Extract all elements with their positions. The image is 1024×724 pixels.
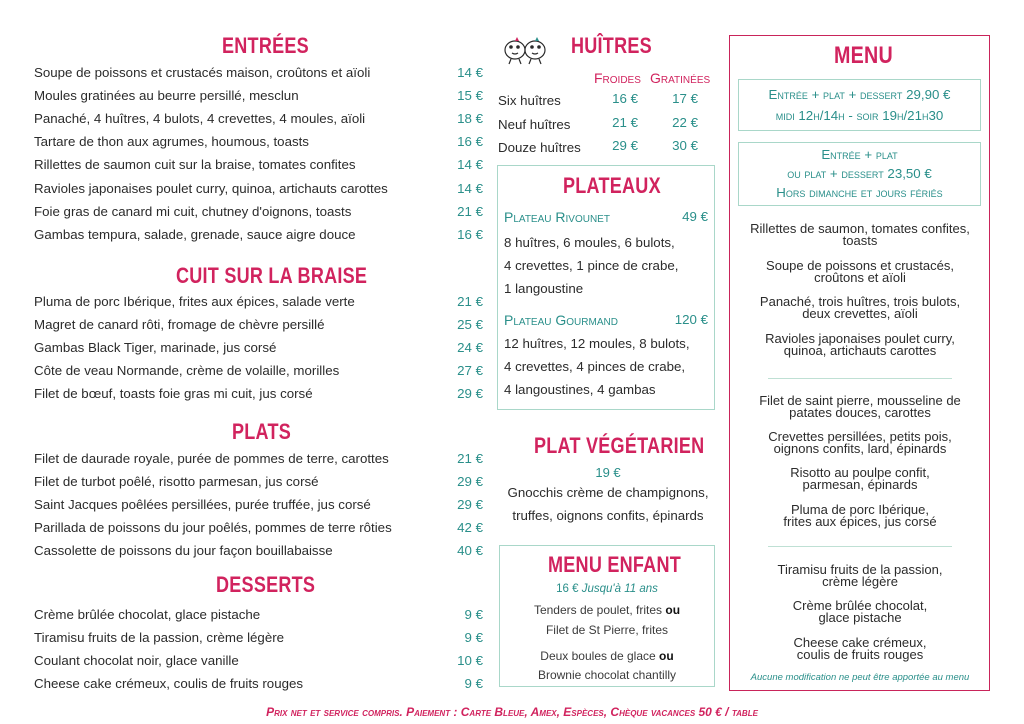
- braise-item-name: Côte de veau Normande, crème de volaille, morilles: [34, 363, 340, 379]
- plateau-line: 4 langoustines, 4 gambas: [504, 382, 656, 397]
- menu-entrees-line: Ravioles japonaises poulet curry,: [765, 331, 955, 346]
- enfant-price-line: [499, 583, 715, 595]
- plats-item-name: Saint Jacques poêlées persillées, purée truffée, jus corsé: [34, 497, 371, 513]
- entrees-item-price: 14 €: [457, 65, 483, 80]
- menu-desserts-line: Tiramisu fruits de la passion,: [777, 562, 943, 577]
- huitres-title: HUÎTRES: [571, 33, 652, 58]
- braise-item-price: 21 €: [457, 294, 483, 309]
- plateau-line: 8 huîtres, 6 moules, 6 bulots,: [504, 235, 675, 250]
- braise-item-price: 27 €: [457, 363, 483, 379]
- vegetarien-title: PLAT VÉGÉTARIEN: [534, 433, 705, 458]
- braise-title: CUIT SUR LA BRAISE: [176, 263, 368, 288]
- plats-item-name: Filet de turbot poêlé, risotto parmesan, jus corsé: [34, 474, 319, 490]
- menu-entrees-line: croûtons et aïoli: [814, 270, 906, 285]
- braise-item-name: Magret de canard rôti, fromage de chèvre persillé: [34, 317, 325, 333]
- menu-separator-2: [768, 546, 952, 547]
- plats-item-name: Cassolette de poissons du jour façon bouillabaisse: [34, 543, 333, 559]
- vegetarien-price: 19 €: [595, 465, 621, 480]
- menu-plats-line: Crevettes persillées, petits pois,: [768, 429, 952, 444]
- menu-plats-line: Pluma de porc Ibérique,: [790, 502, 930, 517]
- huitres-row-gratinees: 17 €: [672, 91, 698, 106]
- desserts-item-price: 10 €: [457, 653, 483, 669]
- entrees-item-price: 14 €: [457, 180, 483, 196]
- desserts-item-name: Crème brûlée chocolat, glace pistache: [34, 607, 261, 622]
- huitres-row-name: Six huîtres: [498, 93, 561, 108]
- menu-entrees-line: Panaché, trois huîtres, trois bulots,: [759, 294, 961, 309]
- braise-item-name: Filet de bœuf, toasts foie gras mi cuit, jus corsé: [34, 386, 313, 402]
- menu-entrees-line: Soupe de poissons et crustacés,: [766, 258, 954, 273]
- rivounet-price: 49 €: [682, 209, 708, 224]
- rivounet-name: Plateau Rivounet: [504, 209, 610, 225]
- menu-entrees-line: toasts: [842, 233, 878, 248]
- entrees-item-price: 18 €: [457, 111, 483, 127]
- plats-item-name: Filet de daurade royale, purée de pommes de terre, carottes: [34, 451, 389, 466]
- menu-plats-line: frites aux épices, jus corsé: [783, 514, 937, 529]
- plats-item-name: Parillada de poissons du jour poêlés, pommes de terre rôties: [34, 520, 392, 536]
- enfant-line-4: Brownie chocolat chantilly: [537, 668, 677, 682]
- formula-2-line-3: Hors dimanche et jours fériés: [776, 185, 943, 200]
- huitres-row-gratinees: 22 €: [672, 114, 698, 130]
- braise-item-price: 24 €: [457, 340, 483, 356]
- enfant-line-3: [499, 649, 715, 663]
- plateaux-title: PLATEAUX: [563, 173, 661, 198]
- plateau-line: 12 huîtres, 12 moules, 8 bulots,: [504, 336, 690, 351]
- menu-desserts-line: glace pistache: [818, 610, 902, 625]
- enfant-line-1-text: Tenders de poulet, frites: [533, 603, 663, 617]
- entrees-item-name: Soupe de poissons et crustacés maison, croûtons et aïoli: [34, 65, 371, 80]
- menu-plats-line: parmesan, épinards: [802, 477, 918, 492]
- enfant-ou-1: ou: [665, 603, 681, 617]
- entrees-item-name: Gambas tempura, salade, grenade, sauce aigre douce: [34, 226, 356, 242]
- menu-desserts-line: Crème brûlée chocolat,: [792, 598, 928, 613]
- plats-title: PLATS: [232, 419, 292, 444]
- enfant-ou-2: ou: [659, 649, 674, 663]
- vegetarien-line-2: truffes, oignons confits, épinards: [512, 508, 704, 523]
- entrees-item-price: 16 €: [457, 226, 483, 242]
- entrees-item-name: Tartare de thon aux agrumes, houmous, toasts: [34, 134, 309, 150]
- plats-item-price: 21 €: [457, 451, 483, 466]
- formula-2-line-1: Entrée + plat: [821, 147, 898, 162]
- menu-plats-line: oignons confits, lard, épinards: [773, 441, 947, 456]
- enfant-price: 16 €: [556, 583, 579, 595]
- menu-plats-line: patates douces, carottes: [789, 405, 931, 420]
- desserts-item-name: Cheese cake crémeux, coulis de fruits rouges: [34, 676, 304, 692]
- plateau-line: 4 crevettes, 1 pince de crabe,: [504, 258, 679, 273]
- desserts-item-name: Coulant chocolat noir, glace vanille: [34, 653, 239, 669]
- oyster-mascot-icon: [499, 36, 551, 66]
- plats-item-price: 40 €: [457, 543, 483, 559]
- menu-entrees-line: Rillettes de saumon, tomates confites,: [750, 221, 970, 236]
- enfant-line-3-text: Deux boules de glace: [540, 649, 656, 663]
- braise-item-price: 25 €: [457, 317, 483, 333]
- entrees-item-price: 21 €: [457, 203, 483, 219]
- enfant-line-2: Filet de St Pierre, frites: [545, 623, 669, 637]
- menu-entrees-line: quinoa, artichauts carottes: [783, 343, 937, 358]
- enfant-title: MENU ENFANT: [548, 552, 682, 577]
- huitres-row-froides: 21 €: [612, 114, 638, 130]
- braise-item-price: 29 €: [457, 386, 483, 402]
- menu-plats-line: Risotto au poulpe confit,: [790, 465, 930, 480]
- plats-item-price: 29 €: [457, 497, 483, 513]
- formula-2-line-2: ou plat + dessert 23,50 €: [787, 166, 932, 181]
- desserts-item-price: 9 €: [464, 630, 483, 646]
- entrees-item-name: Panaché, 4 huîtres, 4 bulots, 4 crevettes, 4 moules, aïoli: [34, 111, 366, 127]
- plateau-line: 4 crevettes, 4 pinces de crabe,: [504, 359, 686, 374]
- gourmand-price: 120 €: [674, 312, 708, 327]
- braise-item-name: Pluma de porc Ibérique, frites aux épices, salade verte: [34, 294, 355, 309]
- entrees-item-price: 16 €: [457, 134, 483, 150]
- desserts-title: DESSERTS: [216, 572, 316, 597]
- menu-entrees-line: deux crevettes, aïoli: [802, 306, 918, 321]
- huitres-row-froides: 29 €: [612, 138, 638, 153]
- entrees-title: ENTRÉES: [222, 33, 309, 58]
- plateau-line: 1 langoustine: [504, 281, 584, 296]
- desserts-item-price: 9 €: [464, 607, 483, 622]
- entrees-item-price: 14 €: [457, 157, 483, 173]
- entrees-item-name: Ravioles japonaises poulet curry, quinoa, artichauts carottes: [34, 180, 388, 196]
- gourmand-name: Plateau Gourmand: [504, 312, 618, 328]
- desserts-item-name: Tiramisu fruits de la passion, crème légère: [34, 630, 285, 646]
- vegetarien-line-1: Gnocchis crème de champignons,: [507, 485, 709, 500]
- huitres-row-gratinees: 30 €: [672, 138, 698, 153]
- menu-box: [729, 35, 990, 691]
- huitres-col-gratinees: Gratinées: [650, 70, 711, 86]
- enfant-line-1: [499, 603, 715, 617]
- huitres-row-name: Neuf huîtres: [498, 116, 571, 132]
- menu-note: Aucune modification ne peut être apportée au menu: [750, 672, 970, 683]
- plats-item-price: 29 €: [457, 474, 483, 490]
- enfant-age: Jusqu'à 11 ans: [581, 583, 658, 595]
- desserts-item-price: 9 €: [464, 676, 483, 692]
- entrees-item-name: Rillettes de saumon cuit sur la braise, tomates confites: [34, 157, 356, 173]
- entrees-item-name: Foie gras de canard mi cuit, chutney d'oignons, toasts: [34, 203, 352, 219]
- formula-1-line-1: Entrée + plat + dessert 29,90 €: [768, 87, 951, 102]
- menu-desserts-line: coulis de fruits rouges: [796, 647, 924, 662]
- entrees-item-name: Moules gratinées au beurre persillé, mesclun: [34, 88, 299, 104]
- menu-plats-line: Filet de saint pierre, mousseline de: [759, 393, 961, 408]
- menu-desserts-line: Cheese cake crémeux,: [793, 635, 927, 650]
- huitres-col-froides: Froides: [594, 70, 641, 86]
- menu-desserts-line: crème légère: [822, 574, 898, 589]
- footer-note: Prix net et service compris. Paiement : Carte Bleue, Amex, Espèces, Chèque vacances 50 € / table: [266, 705, 758, 719]
- plats-item-price: 42 €: [457, 520, 483, 536]
- formula-1-line-2: midi 12h/14h - soir 19h/21h30: [775, 108, 944, 123]
- huitres-row-name: Douze huîtres: [498, 140, 581, 155]
- braise-item-name: Gambas Black Tiger, marinade, jus corsé: [34, 340, 277, 356]
- menu-title: MENU: [834, 42, 893, 69]
- entrees-item-price: 15 €: [457, 88, 483, 104]
- huitres-row-froides: 16 €: [612, 91, 638, 106]
- menu-separator-1: [768, 378, 952, 379]
